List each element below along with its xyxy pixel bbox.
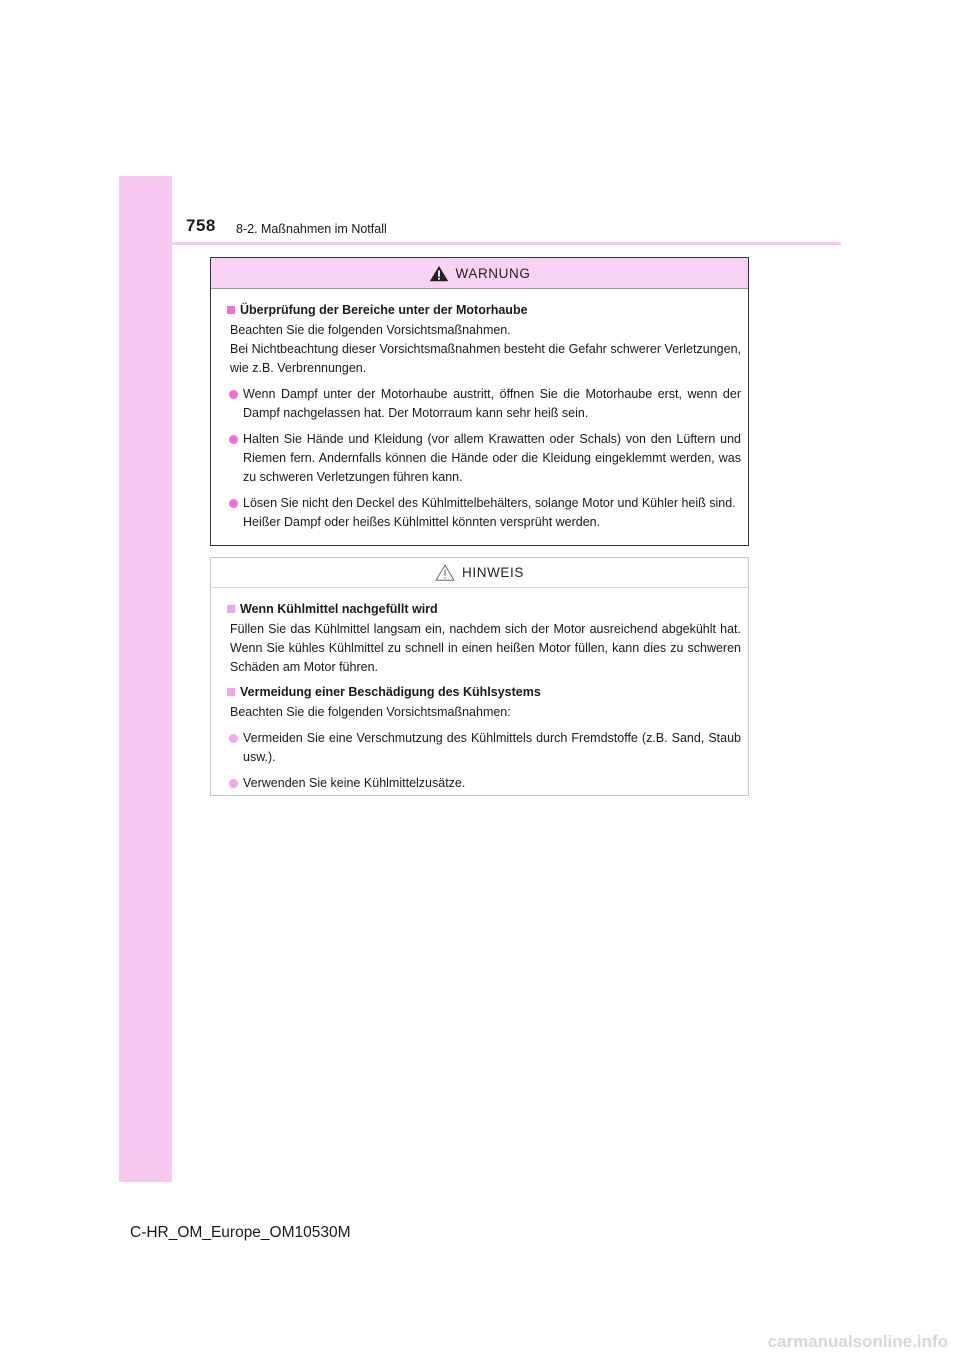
section-title: 8-2. Maßnahmen im Notfall [236, 222, 387, 236]
notice-title: HINWEIS [462, 565, 524, 580]
square-bullet-icon [227, 306, 235, 314]
warning-heading [227, 301, 741, 320]
page-number: 758 [186, 216, 216, 235]
round-bullet-icon [229, 734, 238, 743]
list-item-text: Halten Sie Hände und Kleidung (vor allem Krawatten oder Schals) von den Lüftern und Riemen fern. Andernfalls können die Hände oder die Kleidung eingeklemmt werden, was zu schweren Verletzungen führen kann. [243, 432, 741, 484]
notice-paragraph: Beachten Sie die folgenden Vorsichtsmaßnahmen: [230, 705, 511, 719]
list-item-text: Lösen Sie nicht den Deckel des Kühlmittelbehälters, solange Motor und Kühler heiß sind. [243, 496, 736, 510]
list-item-text: Vermeiden Sie eine Verschmutzung des Kühlmittels durch Fremdstoffe (z.B. Sand, Staub usw.). [243, 731, 741, 764]
warning-box [210, 257, 749, 546]
list-item [227, 729, 741, 767]
list-item [227, 774, 741, 793]
warning-triangle-icon [429, 265, 449, 282]
square-bullet-icon [227, 688, 235, 696]
square-bullet-icon [227, 605, 235, 613]
list-item [227, 430, 741, 487]
header-divider [119, 242, 841, 245]
notice-heading-text: Wenn Kühlmittel nachgefüllt wird [240, 602, 438, 616]
round-bullet-icon [229, 435, 238, 444]
document-id: C-HR_OM_Europe_OM10530M [130, 1224, 351, 1241]
warning-intro-2: Bei Nichtbeachtung dieser Vorsichtsmaßnahmen besteht die Gefahr schwerer Verletzungen, wie z.B. Verbrennungen. [230, 342, 741, 375]
warning-title: WARNUNG [455, 265, 531, 281]
notice-body [211, 588, 748, 793]
notice-heading-text: Vermeidung einer Beschädigung des Kühlsystems [240, 685, 541, 699]
warning-heading-text: Überprüfung der Bereiche unter der Motorhaube [240, 303, 528, 317]
chapter-tab-bar [119, 176, 172, 1182]
notice-header [211, 558, 748, 588]
notice-box [210, 557, 749, 796]
round-bullet-icon [229, 499, 238, 508]
warning-header [211, 258, 748, 289]
notice-heading [227, 683, 741, 702]
warning-intro-1: Beachten Sie die folgenden Vorsichtsmaßnahmen. [230, 323, 511, 337]
caution-triangle-outline-icon [435, 564, 455, 581]
notice-heading [227, 600, 741, 619]
list-item-text-2: Heißer Dampf oder heißes Kühlmittel könnten versprüht werden. [243, 515, 601, 529]
list-item-text: Wenn Dampf unter der Motorhaube austritt, öffnen Sie die Motorhaube erst, wenn der Dampf nachgelassen hat. Der Motorraum kann sehr heiß sein. [243, 387, 741, 420]
warning-body [211, 289, 748, 532]
list-item-text: Verwenden Sie keine Kühlmittelzusätze. [243, 776, 466, 790]
watermark: carmanualsonline.info [767, 1332, 948, 1351]
round-bullet-icon [229, 390, 238, 399]
round-bullet-icon [229, 779, 238, 788]
list-item [227, 494, 741, 532]
list-item [227, 385, 741, 423]
notice-paragraph: Füllen Sie das Kühlmittel langsam ein, nachdem sich der Motor ausreichend abgekühlt hat. Wenn Sie kühles Kühlmittel zu schnell in einen heißen Motor füllen, kann dies zu schweren Schäden am Motor führen. [230, 622, 741, 674]
